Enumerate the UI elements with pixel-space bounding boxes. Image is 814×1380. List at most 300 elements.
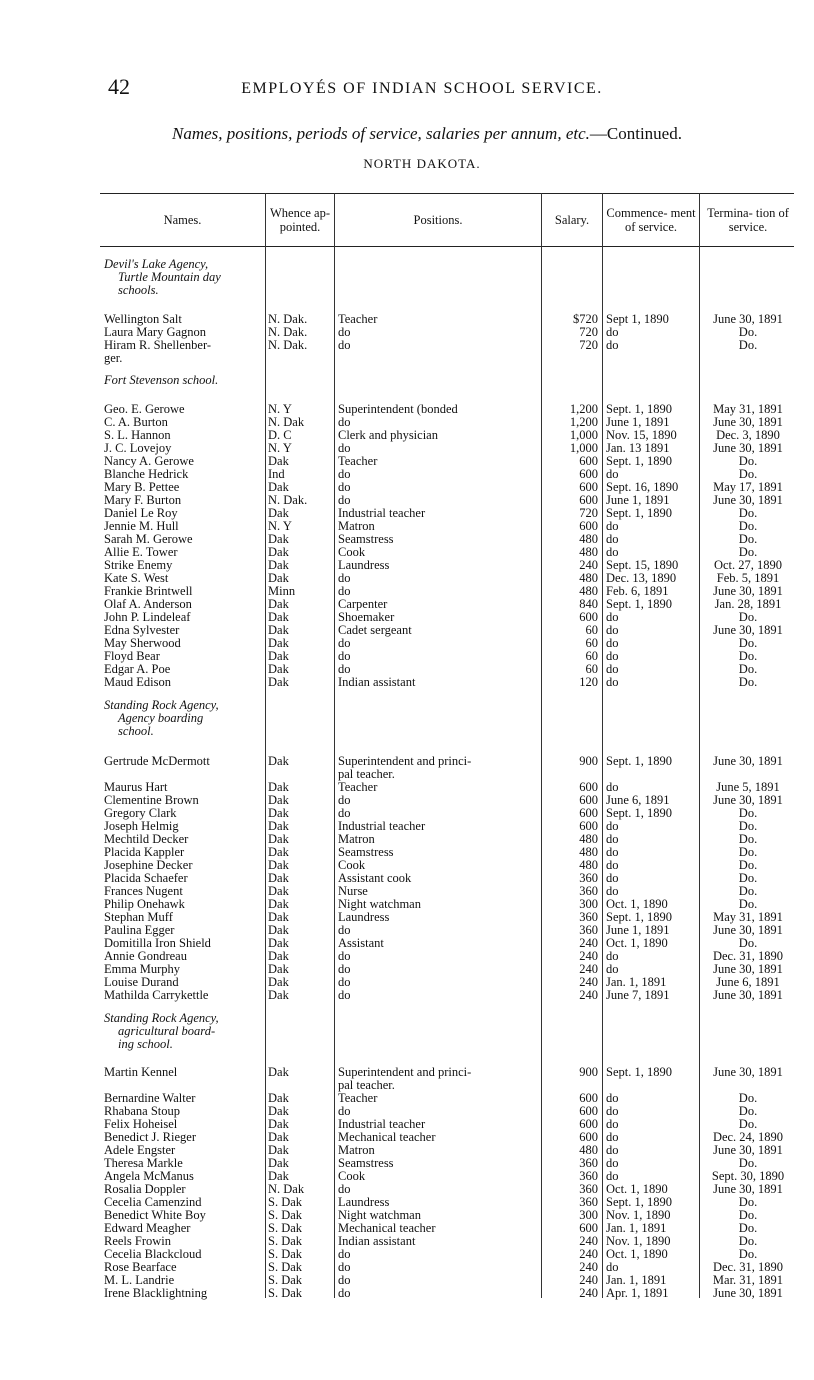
- table-header-rule: [100, 246, 794, 247]
- cell-whence: Dak: [268, 924, 289, 937]
- cell-whence: N. Dak.: [268, 494, 308, 507]
- cell-position: do: [338, 1105, 351, 1118]
- cell-salary: 60: [585, 637, 598, 650]
- cell-whence: N. Y: [268, 442, 292, 455]
- table-row: [0, 313, 814, 326]
- cell-salary: 720: [579, 507, 598, 520]
- cell-name: Olaf A. Anderson: [104, 598, 192, 611]
- cell-name: Edna Sylvester: [104, 624, 180, 637]
- cell-salary: 600: [579, 807, 598, 820]
- cell-name: Mary F. Burton: [104, 494, 182, 507]
- table-row: [0, 963, 814, 976]
- cell-commenced: do: [606, 650, 619, 663]
- cell-salary: 480: [579, 1144, 598, 1157]
- cell-name: Edward Meagher: [104, 1222, 191, 1235]
- table-row: [0, 1131, 814, 1144]
- cell-salary: 600: [579, 520, 598, 533]
- cell-commenced: do: [606, 546, 619, 559]
- cell-salary: 360: [579, 1183, 598, 1196]
- cell-salary: 480: [579, 859, 598, 872]
- col-header-names: Names.: [163, 213, 202, 227]
- cell-whence: Dak: [268, 676, 289, 689]
- cell-terminated: May 31, 1891: [713, 403, 783, 416]
- table-row: [0, 1157, 814, 1170]
- cell-terminated: May 31, 1891: [713, 911, 783, 924]
- cell-name: Frances Nugent: [104, 885, 183, 898]
- table-row: [0, 1066, 814, 1079]
- cell-commenced: do: [606, 833, 619, 846]
- cell-whence: Dak: [268, 455, 289, 468]
- table-row: [0, 1248, 814, 1261]
- cell-whence: Dak: [268, 976, 289, 989]
- cell-commenced: do: [606, 1092, 619, 1105]
- section-title-line: ing school.: [118, 1037, 173, 1051]
- cell-whence: Dak: [268, 898, 289, 911]
- cell-commenced: do: [606, 676, 619, 689]
- cell-name: Allie E. Tower: [104, 546, 178, 559]
- table-row: [0, 950, 814, 963]
- cell-salary: 600: [579, 1105, 598, 1118]
- table-row: [0, 1144, 814, 1157]
- table-row: [0, 1170, 814, 1183]
- table-row: [0, 937, 814, 950]
- cell-terminated: Do.: [738, 507, 758, 520]
- cell-whence: Dak: [268, 1157, 289, 1170]
- cell-whence: Dak: [268, 650, 289, 663]
- cell-commenced: do: [606, 468, 619, 481]
- cell-name: Clementine Brown: [104, 794, 199, 807]
- cell-position: Seamstress: [338, 1157, 394, 1170]
- table-row: [0, 611, 814, 624]
- cell-salary: 360: [579, 1157, 598, 1170]
- cell-commenced: Nov. 1, 1890: [606, 1209, 671, 1222]
- cell-position: Teacher: [338, 1092, 378, 1105]
- cell-position: Teacher: [338, 781, 378, 794]
- table-row: [0, 846, 814, 859]
- cell-terminated: Do.: [738, 455, 758, 468]
- cell-terminated: Do.: [738, 533, 758, 546]
- subtitle-italic: Names, positions, periods of service, salaries per annum, etc.: [172, 124, 590, 143]
- cell-whence: Dak: [268, 1118, 289, 1131]
- cell-salary: 480: [579, 833, 598, 846]
- cell-salary: 60: [585, 624, 598, 637]
- cell-salary: 240: [579, 976, 598, 989]
- cell-whence: Dak: [268, 663, 289, 676]
- cell-position: do: [338, 794, 351, 807]
- cell-name: Josephine Decker: [104, 859, 193, 872]
- table-row: [0, 572, 814, 585]
- cell-commenced: Sept. 1, 1890: [606, 755, 672, 768]
- cell-commenced: do: [606, 963, 619, 976]
- cell-whence: Dak: [268, 807, 289, 820]
- cell-whence: N. Dak.: [268, 326, 308, 339]
- cell-terminated: Do.: [738, 1157, 758, 1170]
- cell-whence: Dak: [268, 507, 289, 520]
- cell-salary: 60: [585, 663, 598, 676]
- cell-salary: $720: [573, 313, 598, 326]
- cell-name: Placida Kappler: [104, 846, 185, 859]
- cell-terminated: Do.: [738, 611, 758, 624]
- cell-terminated: Dec. 3, 1890: [716, 429, 780, 442]
- cell-salary: 600: [579, 1222, 598, 1235]
- cell-name: Laura Mary Gagnon: [104, 326, 207, 339]
- cell-name: Philip Onehawk: [104, 898, 185, 911]
- cell-commenced: do: [606, 1157, 619, 1170]
- cell-name: Irene Blacklightning: [104, 1287, 208, 1300]
- table-row: [0, 755, 814, 768]
- cell-commenced: do: [606, 872, 619, 885]
- cell-commenced: Sept. 1, 1890: [606, 598, 672, 611]
- cell-name: J. C. Lovejoy: [104, 442, 172, 455]
- cell-salary: 360: [579, 911, 598, 924]
- cell-whence: Dak: [268, 1092, 289, 1105]
- cell-name: Adele Engster: [104, 1144, 176, 1157]
- cell-position: Night watchman: [338, 898, 421, 911]
- cell-name: Maud Edison: [104, 676, 172, 689]
- cell-name: Daniel Le Roy: [104, 507, 178, 520]
- cell-terminated: June 30, 1891: [713, 1183, 783, 1196]
- table-row: [0, 924, 814, 937]
- cell-commenced: do: [606, 624, 619, 637]
- cell-commenced: Nov. 15, 1890: [606, 429, 677, 442]
- cell-position: do: [338, 572, 351, 585]
- cell-salary: 360: [579, 1170, 598, 1183]
- cell-salary: 1,000: [569, 442, 598, 455]
- cell-whence: Minn: [268, 585, 296, 598]
- cell-whence: S. Dak: [268, 1274, 303, 1287]
- cell-terminated: June 30, 1891: [713, 1287, 783, 1300]
- cell-name: Louise Durand: [104, 976, 179, 989]
- cell-commenced: Oct. 1, 1890: [606, 1248, 668, 1261]
- cell-terminated: May 17, 1891: [713, 481, 783, 494]
- cell-commenced: Sept. 15, 1890: [606, 559, 679, 572]
- cell-salary: 840: [579, 598, 598, 611]
- cell-salary: 480: [579, 533, 598, 546]
- cell-whence: Dak: [268, 937, 289, 950]
- cell-salary: 1,200: [569, 403, 598, 416]
- cell-commenced: Sept. 1, 1890: [606, 807, 672, 820]
- cell-salary: 480: [579, 572, 598, 585]
- cell-position: do: [338, 637, 351, 650]
- cell-commenced: Sept 1, 1890: [606, 313, 669, 326]
- table-row: [0, 768, 814, 781]
- cell-salary: 1,200: [569, 416, 598, 429]
- cell-commenced: Sept. 1, 1890: [606, 911, 672, 924]
- cell-name: Jennie M. Hull: [104, 520, 179, 533]
- cell-position: Industrial teacher: [338, 820, 426, 833]
- cell-whence: Dak: [268, 833, 289, 846]
- cell-commenced: Sept. 1, 1890: [606, 455, 672, 468]
- cell-commenced: do: [606, 520, 619, 533]
- cell-salary: 600: [579, 1118, 598, 1131]
- cell-salary: 240: [579, 1235, 598, 1248]
- cell-terminated: Do.: [738, 937, 758, 950]
- cell-commenced: Jan. 1, 1891: [606, 976, 667, 989]
- cell-position: Industrial teacher: [338, 1118, 426, 1131]
- cell-terminated: June 6, 1891: [716, 976, 780, 989]
- cell-terminated: Do.: [738, 1235, 758, 1248]
- cell-name: Joseph Helmig: [104, 820, 179, 833]
- cell-commenced: do: [606, 950, 619, 963]
- cell-terminated: Do.: [738, 872, 758, 885]
- cell-commenced: do: [606, 1105, 619, 1118]
- cell-name: ger.: [104, 352, 123, 365]
- cell-whence: Dak: [268, 989, 289, 1002]
- cell-name: Benedict White Boy: [104, 1209, 206, 1222]
- cell-position: Seamstress: [338, 846, 394, 859]
- cell-name: Edgar A. Poe: [104, 663, 171, 676]
- cell-salary: 480: [579, 846, 598, 859]
- cell-position: do: [338, 585, 351, 598]
- cell-commenced: do: [606, 1170, 619, 1183]
- table-row: [0, 1105, 814, 1118]
- table-subtitle: [0, 124, 814, 144]
- cell-terminated: June 30, 1891: [713, 1066, 783, 1079]
- cell-whence: Dak: [268, 885, 289, 898]
- cell-name: Mathilda Carrykettle: [104, 989, 209, 1002]
- cell-whence: S. Dak: [268, 1235, 303, 1248]
- cell-whence: Dak: [268, 781, 289, 794]
- cell-salary: 600: [579, 794, 598, 807]
- table-row: [0, 807, 814, 820]
- table-row: [0, 352, 814, 365]
- cell-position: do: [338, 950, 351, 963]
- cell-commenced: June 1, 1891: [606, 494, 670, 507]
- cell-terminated: June 30, 1891: [713, 924, 783, 937]
- cell-position: do: [338, 1287, 351, 1300]
- cell-commenced: Sept. 1, 1890: [606, 507, 672, 520]
- cell-terminated: Do.: [738, 1092, 758, 1105]
- cell-whence: N. Dak: [268, 1183, 305, 1196]
- cell-name: Blanche Hedrick: [104, 468, 189, 481]
- cell-name: Sarah M. Gerowe: [104, 533, 193, 546]
- table-row: [0, 442, 814, 455]
- cell-whence: S. Dak: [268, 1248, 303, 1261]
- cell-salary: 600: [579, 1092, 598, 1105]
- cell-terminated: Do.: [738, 820, 758, 833]
- table-row: [0, 859, 814, 872]
- cell-name: Nancy A. Gerowe: [104, 455, 194, 468]
- cell-salary: 900: [579, 755, 598, 768]
- cell-salary: 720: [579, 326, 598, 339]
- cell-whence: Dak: [268, 611, 289, 624]
- cell-commenced: Jan. 1, 1891: [606, 1274, 667, 1287]
- cell-terminated: Do.: [738, 468, 758, 481]
- col-header-termination: Termina- tion of service.: [707, 206, 789, 234]
- cell-position: Matron: [338, 833, 375, 846]
- cell-terminated: Do.: [738, 1196, 758, 1209]
- section-title: [104, 374, 264, 387]
- cell-whence: S. Dak: [268, 1222, 303, 1235]
- cell-salary: 600: [579, 611, 598, 624]
- cell-salary: 1,000: [569, 429, 598, 442]
- cell-terminated: Do.: [738, 1209, 758, 1222]
- cell-position: do: [338, 326, 351, 339]
- cell-salary: 360: [579, 885, 598, 898]
- cell-position: do: [338, 1274, 351, 1287]
- cell-position: Cook: [338, 546, 366, 559]
- cell-whence: D. C: [268, 429, 292, 442]
- cell-whence: Dak: [268, 1105, 289, 1118]
- cell-position: Carpenter: [338, 598, 388, 611]
- section-title-line: Turtle Mountain day: [118, 270, 221, 284]
- table-row: [0, 637, 814, 650]
- cell-salary: 600: [579, 820, 598, 833]
- table-row: [0, 546, 814, 559]
- cell-position: Laundress: [338, 559, 390, 572]
- section-title-line: Fort Stevenson school.: [104, 373, 219, 387]
- table-row: [0, 1287, 814, 1300]
- cell-position: do: [338, 468, 351, 481]
- cell-position: Assistant: [338, 937, 384, 950]
- cell-commenced: Sept. 1, 1890: [606, 1196, 672, 1209]
- cell-terminated: Oct. 27, 1890: [713, 559, 783, 572]
- cell-position: do: [338, 416, 351, 429]
- cell-position: do: [338, 807, 351, 820]
- cell-salary: 600: [579, 455, 598, 468]
- table-row: [0, 598, 814, 611]
- page-number: 42: [108, 74, 130, 99]
- cell-terminated: Do.: [738, 676, 758, 689]
- cell-whence: Dak: [268, 624, 289, 637]
- cell-whence: Dak: [268, 1066, 289, 1079]
- table-row: [0, 416, 814, 429]
- cell-terminated: Jan. 28, 1891: [714, 598, 782, 611]
- cell-whence: N. Y: [268, 403, 292, 416]
- col-header-commencement: Commence- ment of service.: [606, 206, 696, 234]
- cell-commenced: do: [606, 1118, 619, 1131]
- cell-terminated: June 30, 1891: [713, 989, 783, 1002]
- table-row: [0, 872, 814, 885]
- cell-commenced: Feb. 6, 1891: [606, 585, 669, 598]
- cell-terminated: June 30, 1891: [713, 1144, 783, 1157]
- table-row: [0, 326, 814, 339]
- cell-whence: N. Y: [268, 520, 292, 533]
- cell-commenced: Jan. 1, 1891: [606, 1222, 667, 1235]
- cell-commenced: June 1, 1891: [606, 416, 670, 429]
- cell-position: do: [338, 963, 351, 976]
- cell-terminated: Do.: [738, 546, 758, 559]
- cell-position: do: [338, 924, 351, 937]
- cell-terminated: June 30, 1891: [713, 585, 783, 598]
- cell-terminated: June 30, 1891: [713, 963, 783, 976]
- section-title: [104, 258, 264, 297]
- cell-whence: Dak: [268, 846, 289, 859]
- table-row: [0, 781, 814, 794]
- table-row: [0, 989, 814, 1002]
- section-title: [104, 699, 264, 738]
- cell-position: Superintendent and princi-: [338, 755, 472, 768]
- cell-salary: 240: [579, 937, 598, 950]
- cell-name: Kate S. West: [104, 572, 169, 585]
- cell-name: Martin Kennel: [104, 1066, 178, 1079]
- cell-whence: Dak: [268, 533, 289, 546]
- cell-whence: Dak: [268, 1131, 289, 1144]
- cell-terminated: Do.: [738, 807, 758, 820]
- cell-whence: Dak: [268, 820, 289, 833]
- cell-whence: Dak: [268, 963, 289, 976]
- cell-whence: Dak: [268, 637, 289, 650]
- cell-name: C. A. Burton: [104, 416, 168, 429]
- cell-name: Annie Gondreau: [104, 950, 187, 963]
- cell-salary: 60: [585, 650, 598, 663]
- cell-name: Gregory Clark: [104, 807, 177, 820]
- cell-terminated: June 30, 1891: [713, 313, 783, 326]
- col-header-salary: Salary.: [554, 213, 590, 227]
- cell-salary: 600: [579, 481, 598, 494]
- cell-terminated: Do.: [738, 1118, 758, 1131]
- cell-position: Matron: [338, 520, 375, 533]
- cell-terminated: Do.: [738, 663, 758, 676]
- cell-salary: 240: [579, 963, 598, 976]
- cell-commenced: do: [606, 820, 619, 833]
- cell-commenced: June 7, 1891: [606, 989, 670, 1002]
- cell-name: Domitilla Iron Shield: [104, 937, 211, 950]
- table-row: [0, 1118, 814, 1131]
- section-title-line: Standing Rock Agency,: [104, 1011, 219, 1025]
- cell-salary: 240: [579, 989, 598, 1002]
- cell-whence: Dak: [268, 859, 289, 872]
- cell-whence: S. Dak: [268, 1287, 303, 1300]
- cell-name: Felix Hoheisel: [104, 1118, 178, 1131]
- cell-commenced: Dec. 13, 1890: [606, 572, 677, 585]
- cell-commenced: Apr. 1, 1891: [606, 1287, 669, 1300]
- cell-position: Laundress: [338, 911, 390, 924]
- cell-position: Industrial teacher: [338, 507, 426, 520]
- cell-salary: 720: [579, 339, 598, 352]
- cell-position: Mechanical teacher: [338, 1222, 436, 1235]
- cell-commenced: do: [606, 533, 619, 546]
- cell-terminated: Do.: [738, 885, 758, 898]
- cell-whence: Dak: [268, 598, 289, 611]
- cell-commenced: Oct. 1, 1890: [606, 898, 668, 911]
- table-row: [0, 820, 814, 833]
- cell-whence: Dak: [268, 794, 289, 807]
- cell-terminated: Dec. 31, 1890: [712, 950, 784, 963]
- cell-position: do: [338, 339, 351, 352]
- table-row: [0, 1261, 814, 1274]
- cell-terminated: Do.: [738, 1222, 758, 1235]
- cell-position: Nurse: [338, 885, 368, 898]
- cell-terminated: June 30, 1891: [713, 442, 783, 455]
- cell-salary: 360: [579, 924, 598, 937]
- cell-commenced: do: [606, 1261, 619, 1274]
- cell-whence: S. Dak: [268, 1209, 303, 1222]
- cell-position: do: [338, 989, 351, 1002]
- cell-whence: Dak: [268, 1144, 289, 1157]
- cell-terminated: Do.: [738, 339, 758, 352]
- section-title-line: Standing Rock Agency,: [104, 698, 219, 712]
- cell-position: Night watchman: [338, 1209, 421, 1222]
- cell-name: Rosalia Doppler: [104, 1183, 186, 1196]
- cell-commenced: Jan. 13 1891: [606, 442, 670, 455]
- cell-commenced: do: [606, 1131, 619, 1144]
- cell-position: Shoemaker: [338, 611, 395, 624]
- table-row: [0, 429, 814, 442]
- cell-terminated: June 30, 1891: [713, 416, 783, 429]
- cell-salary: 240: [579, 950, 598, 963]
- cell-terminated: Mar. 31, 1891: [712, 1274, 784, 1287]
- table-row: [0, 1092, 814, 1105]
- table-row: [0, 455, 814, 468]
- cell-name: Maurus Hart: [104, 781, 168, 794]
- cell-commenced: Oct. 1, 1890: [606, 1183, 668, 1196]
- cell-commenced: June 1, 1891: [606, 924, 670, 937]
- cell-position: Cook: [338, 859, 366, 872]
- cell-position: Matron: [338, 1144, 375, 1157]
- col-header-whence: Whence ap- pointed.: [269, 206, 331, 234]
- table-row: [0, 624, 814, 637]
